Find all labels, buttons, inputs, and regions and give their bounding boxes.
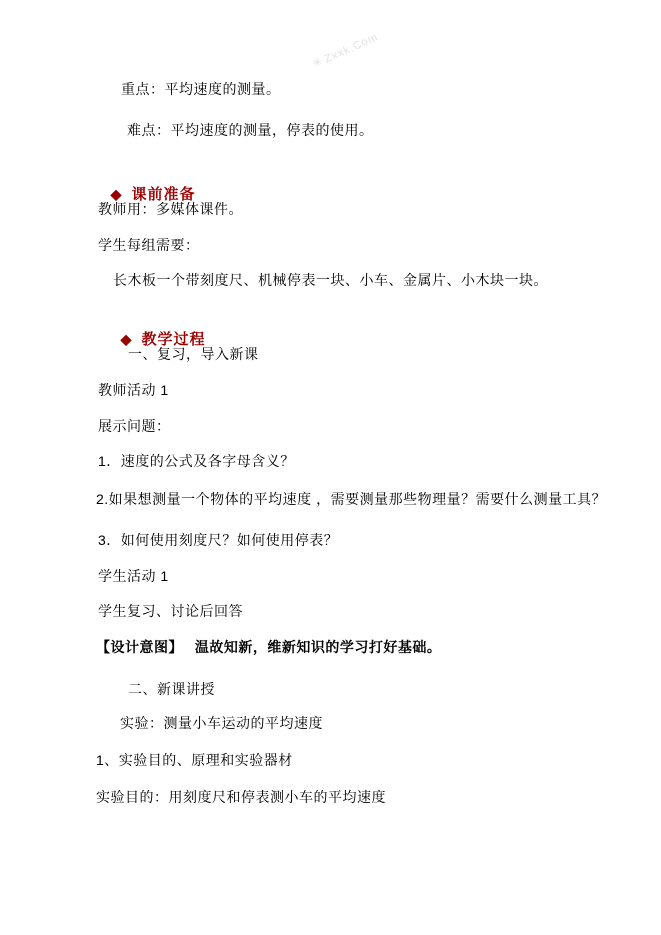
paragraph-difficult-points: 难点：平均速度的测量，停表的使用。 (127, 122, 374, 138)
paragraph-question-1: 1．速度的公式及各字母含义？ (98, 453, 295, 469)
paragraph-key-points: 重点：平均速度的测量。 (121, 81, 281, 97)
paragraph-part2-new-lesson: 二、新课讲授 (128, 681, 215, 697)
paragraph-student-review-answer: 学生复习、讨论后回答 (98, 603, 243, 619)
paragraph-experiment-section-1: 1、实验目的、原理和实验器材 (96, 752, 293, 768)
paragraph-teacher-materials: 教师用：多媒体课件。 (98, 201, 243, 217)
paragraph-experiment-purpose: 实验目的：用刻度尺和停表测小车的平均速度 (96, 789, 386, 805)
paragraph-student-activity-1: 学生活动 1 (98, 568, 169, 584)
paragraph-question-2: 2.如果想测量一个物体的平均速度 ，需要测量那些物理量？需要什么测量工具？ (96, 491, 607, 507)
paragraph-experiment-title: 实验：测量小车运动的平均速度 (120, 715, 323, 731)
watermark-logo-icon: ✳ (309, 53, 326, 71)
diamond-icon: ◆ (110, 186, 122, 202)
paragraph-equipment-list: 长木板一个带刻度尺、机械停表一块、小车、金属片、小木块一块。 (113, 272, 548, 288)
section-heading-label: 教学过程 (141, 331, 206, 348)
paragraph-design-intent: 【设计意图】 温故知新，维新知识的学习打好基础。 (96, 639, 442, 655)
section-heading-label: 课前准备 (131, 186, 196, 203)
paragraph-student-group-needs: 学生每组需要： (98, 237, 200, 253)
watermark-text: Zxxk.Com (322, 31, 381, 66)
paragraph-show-questions: 展示问题： (98, 418, 171, 434)
paragraph-teacher-activity-1: 教师活动 1 (98, 382, 169, 398)
watermark (290, 18, 385, 88)
paragraph-part1-review-intro: 一、复习，导入新课 (128, 346, 259, 362)
diamond-icon: ◆ (120, 331, 132, 347)
paragraph-question-3: 3．如何使用刻度尺？如何使用停表？ (98, 532, 339, 548)
